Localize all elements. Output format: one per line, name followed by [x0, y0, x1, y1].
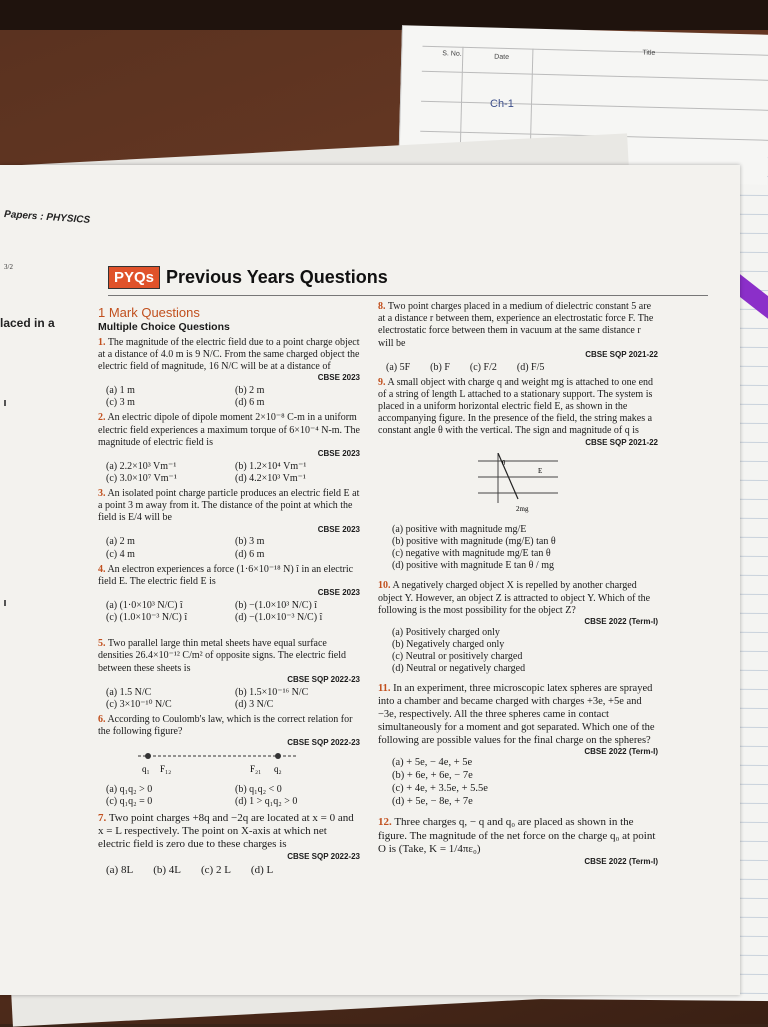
option: (a) 1.5 N/C [106, 686, 152, 698]
option: (c) 2 L [200, 863, 231, 876]
question-text: According to Coulomb's law, which is the correct relation for the following figure? [98, 713, 353, 738]
option: (c) negative with magnitude mg/E tan θ [392, 547, 551, 559]
running-header: Papers : PHYSICS [3, 209, 91, 226]
section-header [108, 266, 388, 289]
option: (b) 2 m [235, 384, 265, 396]
option: (a) Positively charged only [392, 626, 500, 638]
question-text: Three charges q, − q and q₀ are placed as shown in the figure. The magnitude of the net force on the charge q₀ at point O is (Take, K = 1/4πε₀) [378, 816, 656, 856]
margin-mark [4, 600, 6, 606]
question-number: 5. [98, 638, 106, 650]
option: (b) + 6e, + 6e, − 7e [392, 769, 473, 781]
option: (a) 2 m [106, 536, 135, 548]
question-number: 1. [98, 336, 106, 348]
question-number: 12. [378, 816, 392, 829]
question-text: Two point charges placed in a medium of dielectric constant 5 are at a distance r between them, experience an electrostatic force F. The electrostatic force between them in vacuum at the same distance r will be [378, 301, 654, 349]
option: (c) (1.0×10⁻³ N/C) î [106, 612, 188, 624]
exam-tag: CBSE 2022 (Term-I) [584, 616, 658, 626]
left-column [98, 305, 360, 879]
exam-tag: CBSE SQP 2022-23 [287, 851, 360, 861]
exam-tag: CBSE SQP 2021-22 [585, 349, 658, 359]
option: (b) q₁q₂ < 0 [235, 784, 282, 796]
question-number: 7. [98, 811, 107, 824]
exam-tag: CBSE SQP 2022-23 [287, 738, 360, 748]
question-text: The magnitude of the electric field due to a point charge object at a distance of 4.0 m is 9 N/C. From the same charged object the electric field of magnitude, 16 N/C will be at a distance of [98, 336, 360, 373]
option: (c) F/2 [469, 361, 497, 373]
question-text: An electric dipole of dipole moment 2×10⁻⁸ C-m in a uniform electric field experiences a maximum torque of 6×10⁻⁴ N-m. The magnitude of electric field is [98, 412, 360, 448]
question-text: Two parallel large thin metal sheets have equal surface densities 26.4×10⁻¹² C/m² of opposite signs. The electric field between these sheets is [98, 638, 347, 674]
mark-heading: 1 Mark Questions [98, 305, 200, 320]
option: (d) Neutral or negatively charged [392, 663, 526, 675]
question-text: An isolated point charge particle produces an electric field E at a point 3 m away from it. The distance of the point at which the field is E/4 will be [98, 488, 360, 524]
option: (d) positive with magnitude E tan θ / mg [392, 560, 554, 572]
option: (d) F/5 [516, 361, 545, 373]
question-8 [378, 301, 658, 374]
fig-label: q₂ [274, 764, 282, 775]
right-column [378, 298, 658, 866]
charge-q2 [275, 753, 281, 759]
option: (a) + 5e, − 4e, + 5e [392, 757, 473, 769]
option: (b) 4L [153, 863, 181, 876]
question-10 [378, 580, 658, 675]
question-1 [98, 337, 360, 410]
exam-tag: CBSE 2022 (Term-I) [584, 747, 658, 757]
option: (c) Neutral or positively charged [392, 651, 523, 662]
question-number: 4. [98, 563, 106, 575]
option: (b) 3 m [235, 536, 265, 548]
option: (d) 6 m [235, 548, 265, 560]
pyq-badge: PYQs [108, 266, 160, 289]
option: (a) 1 m [106, 384, 135, 396]
question-number: 2. [98, 412, 106, 424]
header-rule [108, 295, 708, 296]
exam-tag: CBSE 2023 [317, 448, 360, 458]
question-number: 8. [378, 301, 386, 312]
charge-q1 [145, 753, 151, 759]
option: (d) 4.2×10³ Vm⁻¹ [235, 472, 306, 484]
option: (b) Negatively charged only [392, 638, 505, 650]
option: (c) 3×10⁻¹⁰ N/C [106, 698, 172, 710]
question-number: 6. [98, 713, 106, 725]
fig-label: q₁ [142, 764, 150, 775]
exam-tag: CBSE 2023 [317, 373, 360, 383]
option: (c) q₁q₂ = 0 [106, 796, 153, 808]
option: (c) 3.0×10⁷ Vm⁻¹ [106, 472, 177, 484]
exam-tag: CBSE SQP 2022-23 [287, 674, 360, 684]
question-4 [98, 564, 360, 625]
option: (d) 6 m [235, 397, 265, 409]
option: (b) positive with magnitude (mg/E) tan θ [392, 535, 556, 547]
question-type: Multiple Choice Questions [98, 320, 230, 333]
question-number: 9. [378, 376, 386, 388]
exam-tag: CBSE 2023 [317, 588, 360, 598]
fig-label: θ [502, 459, 506, 468]
section-title: Previous Years Questions [166, 267, 388, 287]
margin-fragment: laced in a [0, 316, 55, 330]
question-text: An electron experiences a force (1·6×10⁻¹⁸ N) î in an electric field E. The electric field E is [98, 563, 354, 587]
question-number: 11. [378, 683, 391, 695]
exam-tag: CBSE SQP 2021-22 [585, 437, 658, 447]
string [498, 453, 518, 499]
option: (c) 3 m [106, 397, 135, 409]
question-11 [378, 683, 658, 808]
option: (a) q₁q₂ > 0 [106, 784, 153, 796]
question-7 [98, 812, 360, 877]
option: (a) 2.2×10³ Vm⁻¹ [106, 460, 177, 472]
option: (d) 3 N/C [235, 698, 274, 710]
question-number: 10. [378, 580, 391, 592]
sheet-col-sno: S. No. [442, 50, 462, 58]
option: (d) + 5e, − 8e, + 7e [392, 795, 473, 807]
question-2 [98, 412, 360, 485]
question-6 [98, 714, 360, 809]
chapter-handwriting: Ch-1 [490, 98, 514, 110]
option: (c) 4 m [106, 548, 135, 560]
option: (b) 1.2×10⁴ Vm⁻¹ [235, 460, 307, 472]
option: (b) 1.5×10⁻¹⁶ N/C [235, 686, 309, 698]
option: (b) −(1.0×10³ N/C) î [235, 599, 318, 611]
fig-label: F₂₁ [250, 764, 262, 775]
option: (c) + 4e, + 3.5e, + 5.5e [392, 782, 488, 794]
sheet-col-date: Date [494, 53, 510, 62]
fig-label: 2mg [516, 505, 529, 514]
question-text: In an experiment, three microscopic latex spheres are sprayed into a chamber and became charged with charges +3e, +5e and −3e, respectively. All the three spheres came in contact simultaneously for a moment and got separated. Which one of the following are possible values for the final charge on the spheres? [378, 683, 655, 746]
exam-tag: CBSE 2023 [317, 524, 360, 534]
option: (d) 1 > q₁q₂ > 0 [235, 796, 298, 808]
option: (d) L [250, 863, 274, 876]
pendulum-figure [478, 453, 558, 513]
question-text: A small object with charge q and weight mg is attached to one end of a string of length L attached to a stationary support. The system is placed in a uniform horizontal electric field E, as shown in the accompanying figure. In the presence of the field, the string makes a constant angle θ with the vertical. The sign and magnitude of q is [378, 376, 654, 437]
option: (a) 8L [106, 863, 134, 876]
fig-label: E [538, 467, 543, 476]
option: (b) F [430, 361, 450, 373]
option: (a) positive with magnitude mg/E [392, 523, 527, 535]
question-9 [378, 377, 658, 573]
question-3 [98, 488, 360, 561]
exam-tag: CBSE 2022 (Term-I) [584, 856, 658, 866]
option: (a) (1·0×10³ N/C) î [106, 599, 183, 611]
question-number: 3. [98, 488, 106, 500]
option: (d) −(1.0×10⁻³ N/C) î [235, 612, 323, 624]
question-12 [378, 816, 658, 866]
page-number: 3/2 [4, 263, 13, 271]
question-text: A negatively charged object X is repelled by another charged object Y. However, an object Z is attracted to object Y. Which of the following is the most possibility for the object Z? [378, 580, 651, 616]
margin-mark [4, 400, 6, 406]
question-text: Two point charges +8q and −2q are located at x = 0 and x = L respectively. The point on X-axis at which net electric field is zero due to these charges is [98, 811, 354, 851]
question-5 [98, 638, 360, 711]
sheet-col-title: Title [642, 49, 656, 57]
option: (a) 5F [386, 361, 411, 373]
fig-label: F₁₂ [160, 764, 172, 775]
coulomb-figure [128, 748, 328, 778]
